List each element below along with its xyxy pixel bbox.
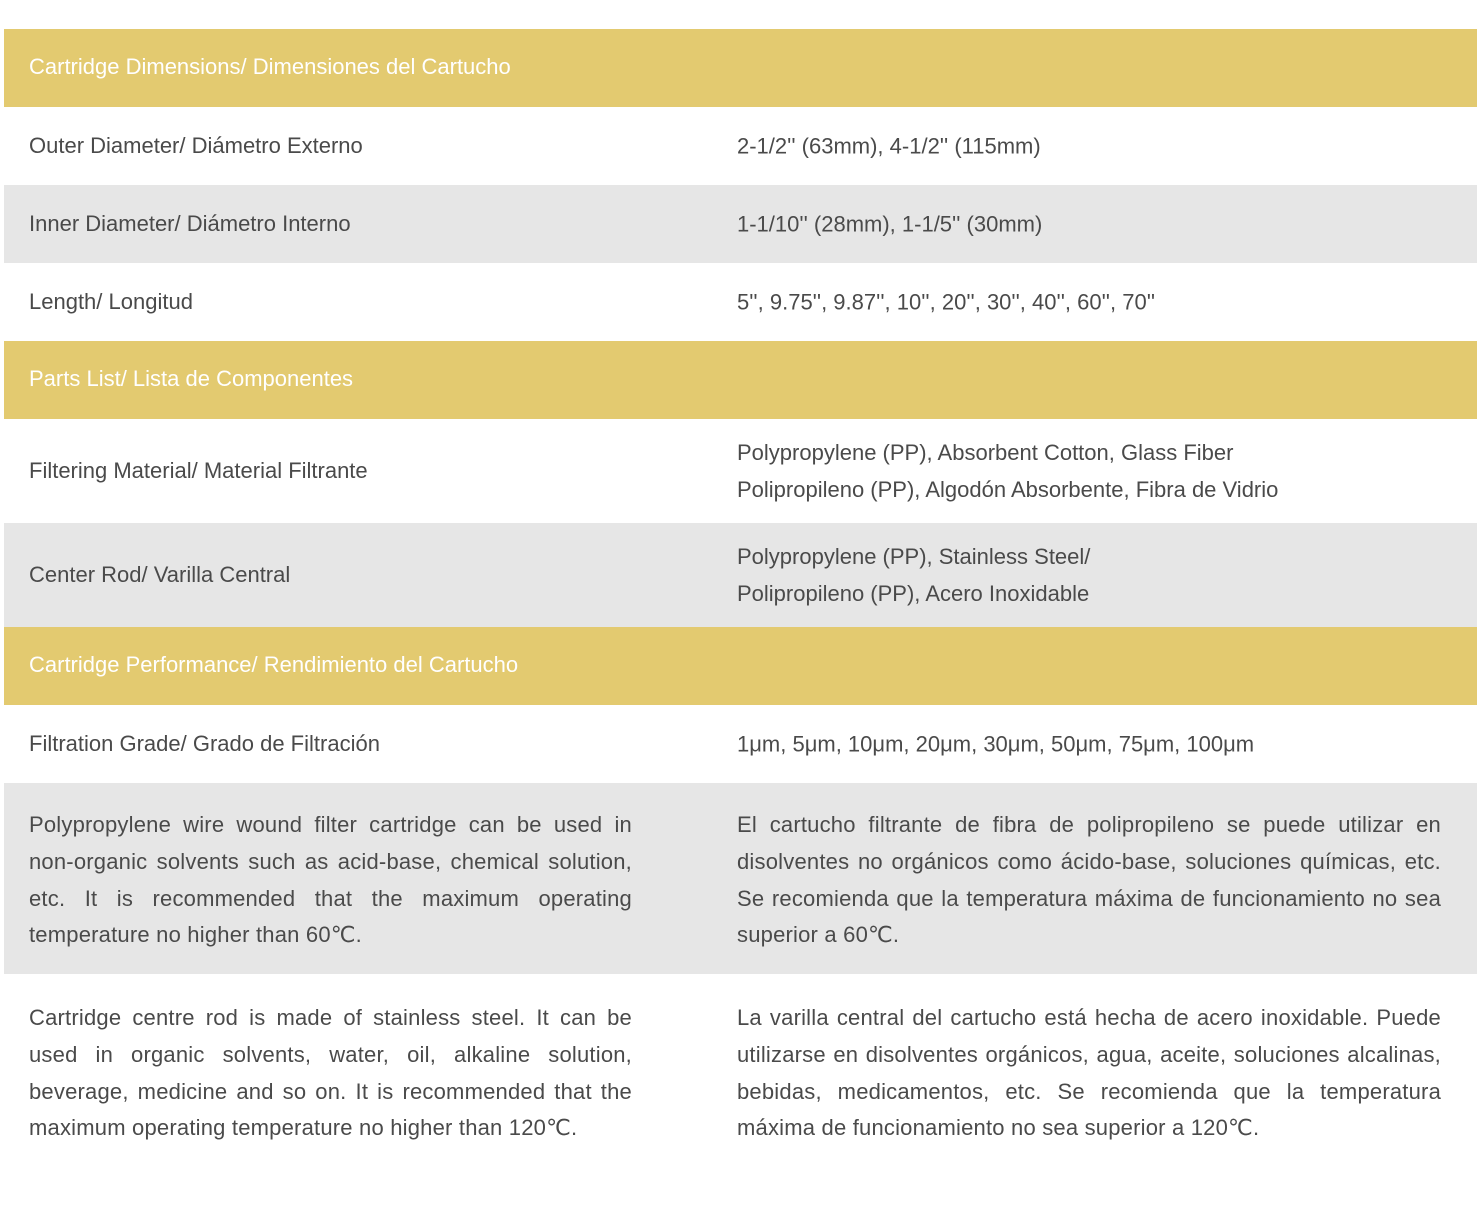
- spec-value-line: 1μm, 5μm, 10μm, 20μm, 30μm, 50μm, 75μm, 100μm: [737, 731, 1255, 757]
- spec-value-line: Polypropylene (PP), Stainless Steel/: [737, 544, 1091, 569]
- spec-row-filtration-grade: [4, 705, 1477, 783]
- spec-value-line: 5'', 9.75'', 9.87'', 10'', 20'', 30'', 40'', 60'', 70'': [737, 289, 1156, 315]
- spec-value-line: Polypropylene (PP), Absorbent Cotton, Glass Fiber: [737, 440, 1234, 465]
- note-text-es: El cartucho filtrante de fibra de polipropileno se puede utilizar en disolventes no orgánicos como ácido-base, soluciones químicas, etc. Se recomienda que la temperatura máxima de funcionamiento no sea superior a 60℃.: [737, 812, 1441, 948]
- spec-value: [737, 434, 1278, 508]
- note-row-polypropylene: [4, 783, 1477, 974]
- spec-row-center-rod: [4, 523, 1477, 627]
- spec-value-line: Polipropileno (PP), Acero Inoxidable: [737, 581, 1090, 606]
- spec-value: [737, 538, 1090, 612]
- section-title: Cartridge Performance/ Rendimiento del Cartucho: [29, 652, 519, 677]
- spec-value-line: 1-1/10'' (28mm), 1-1/5'' (30mm): [737, 211, 1043, 237]
- spec-label: Filtering Material/ Material Filtrante: [29, 458, 368, 483]
- note-row-stainless-steel: [4, 974, 1477, 1214]
- section-header-parts-list: [4, 341, 1477, 419]
- section-title: Parts List/ Lista de Componentes: [29, 366, 354, 391]
- spec-label: Inner Diameter/ Diámetro Interno: [29, 211, 351, 236]
- spec-row-inner-diameter: [4, 185, 1477, 263]
- spec-label: Outer Diameter/ Diámetro Externo: [29, 133, 363, 158]
- spec-label: Length/ Longitud: [29, 289, 193, 314]
- spec-label: Filtration Grade/ Grado de Filtración: [29, 731, 380, 756]
- section-header-performance: [4, 627, 1477, 705]
- note-text-en: Cartridge centre rod is made of stainless steel. It can be used in organic solvents, water, oil, alkaline solution, beverage, medicine and so on. It is recommended that the maximum operating temperature no higher than 120℃.: [29, 1005, 632, 1141]
- spec-value: [737, 726, 1254, 763]
- spec-table: [4, 29, 1477, 1214]
- spec-label: Center Rod/ Varilla Central: [29, 562, 291, 587]
- spec-row-length: [4, 263, 1477, 341]
- spec-value: [737, 284, 1155, 321]
- note-text-en: Polypropylene wire wound filter cartridge can be used in non-organic solvents such as acid-base, chemical solution, etc. It is recommended that the maximum operating temperature no higher than 60℃.: [29, 812, 632, 948]
- spec-value: [737, 206, 1042, 243]
- spec-value-line: 2-1/2'' (63mm), 4-1/2'' (115mm): [737, 133, 1041, 159]
- section-title: Cartridge Dimensions/ Dimensiones del Cartucho: [29, 54, 511, 79]
- spec-value: [737, 128, 1041, 165]
- spec-value-line: Polipropileno (PP), Algodón Absorbente, Fibra de Vidrio: [737, 477, 1279, 502]
- spec-row-filtering-material: [4, 419, 1477, 523]
- spec-row-outer-diameter: [4, 107, 1477, 185]
- section-header-dimensions: [4, 29, 1477, 107]
- note-text-es: La varilla central del cartucho está hecha de acero inoxidable. Puede utilizarse en disolventes orgánicos, agua, aceite, soluciones alcalinas, bebidas, medicamentos, etc. Se recomienda que la temperatura máxima de funcionamiento no sea superior a 120℃.: [737, 1005, 1441, 1141]
